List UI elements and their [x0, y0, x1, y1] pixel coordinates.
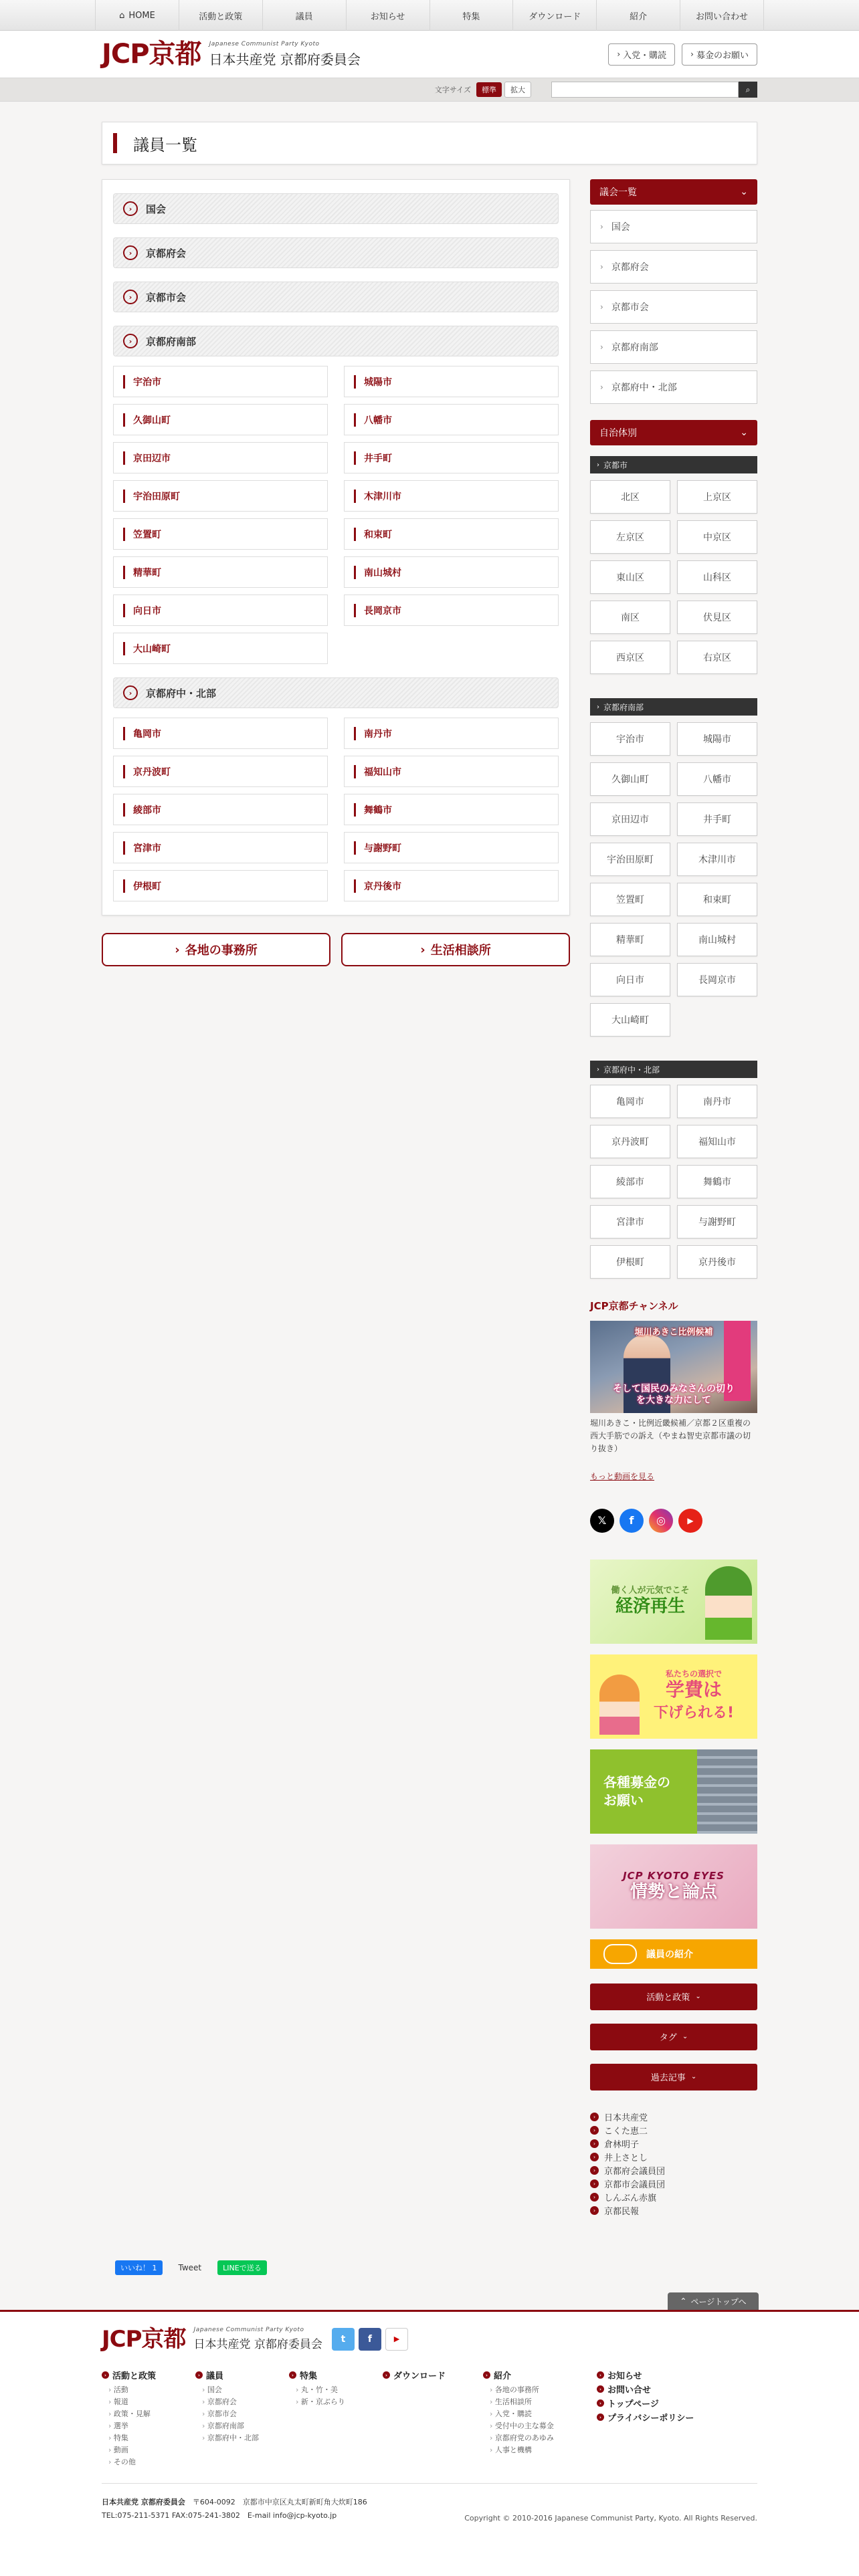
chevron-right-icon: › [597, 2399, 604, 2407]
chevron-right-icon: › [590, 2166, 599, 2175]
facebook-icon[interactable]: f [359, 2328, 381, 2351]
home-icon: ⌂ [119, 10, 125, 21]
footer-col-members: › 議員 › 国会 › 京都府会 › 京都市会 › 京都府南部 › 京都府中・北部 [195, 2369, 289, 2468]
municipality-link[interactable]: 城陽市 [344, 366, 559, 397]
municipality-link[interactable]: 南丹市 [344, 718, 559, 749]
municipality-link[interactable]: 久御山町 [113, 404, 328, 435]
video-caption-top: 堀川あきこ比例候補 [634, 1327, 713, 1337]
ward-link[interactable]: 西京区 [590, 641, 670, 674]
municipality-link[interactable]: 木津川市 [677, 843, 757, 876]
chevron-right-icon: › [123, 245, 138, 260]
municipality-link[interactable]: 京田辺市 [590, 802, 670, 836]
site-footer [0, 2310, 859, 2576]
assembly-list [590, 210, 757, 404]
page-top-button[interactable]: ⌃ ページトップへ [668, 2292, 759, 2310]
municipality-link[interactable]: 宇治田原町 [590, 843, 670, 876]
chevron-right-icon: › [590, 2139, 599, 2148]
north-municipality-grid [113, 718, 559, 901]
economy-banner[interactable]: 働く人が元気でこそ 経済再生 [590, 1560, 757, 1644]
ward-link[interactable]: 中京区 [677, 520, 757, 554]
municipality-link[interactable]: 京丹波町 [113, 756, 328, 787]
footer-link[interactable]: › 政策・見解 [102, 2408, 195, 2420]
donate-button[interactable]: › 募金のお願い [682, 43, 757, 66]
footer-link[interactable]: › 選挙 [102, 2420, 195, 2432]
chevron-down-icon: › [123, 685, 138, 700]
logo-mark: JCP京都 [102, 39, 201, 70]
share-bar [115, 2260, 267, 2275]
search-icon: ⌕ [745, 84, 751, 94]
font-size-large-button[interactable]: 拡大 [504, 82, 531, 98]
instagram-icon[interactable]: ◎ [649, 1509, 673, 1533]
footer-col-misc: › お知らせ › お問い合せ › トップページ › プライバシーポリシー [597, 2369, 731, 2468]
footer-link[interactable]: › 京都府会 [195, 2396, 289, 2408]
footer-link[interactable]: › 活動 [102, 2384, 195, 2396]
chevron-right-icon: › [195, 2371, 203, 2379]
page-title: 議員一覧 [133, 135, 197, 154]
municipality-link[interactable]: 京田辺市 [113, 442, 328, 473]
south-municipality-grid [113, 366, 559, 664]
chevron-right-icon: › [590, 2179, 599, 2188]
chevron-right-icon: › [289, 2371, 296, 2379]
site-logo[interactable] [102, 41, 361, 68]
chevron-right-icon: › [600, 383, 603, 392]
sidebar-item-south[interactable]: › 京都府南部 [590, 330, 757, 364]
footer-link[interactable]: › 動画 [102, 2444, 195, 2456]
footer-link[interactable]: › 特集 [102, 2432, 195, 2444]
category-south[interactable]: › 京都府南部 [113, 326, 559, 356]
municipality-link[interactable]: 亀岡市 [113, 718, 328, 749]
footer-link[interactable]: › 京都市会 [195, 2408, 289, 2420]
municipality-link[interactable]: 大山崎町 [113, 633, 328, 664]
link-item[interactable]: › 倉林明子 [590, 2137, 757, 2151]
youtube-icon[interactable]: ▶ [385, 2328, 408, 2351]
chevron-right-icon: › [590, 2206, 599, 2215]
municipality-link[interactable]: 和束町 [344, 518, 559, 550]
footer-link[interactable]: › 京都府南部 [195, 2420, 289, 2432]
municipality-link[interactable]: 和束町 [677, 883, 757, 916]
chevron-right-icon: › [600, 262, 603, 272]
more-videos-link[interactable]: もっと動画を見る [590, 1471, 655, 1481]
line-share-button[interactable]: LINEで送る [217, 2260, 267, 2275]
join-button[interactable]: › 入党・購読 [608, 43, 675, 66]
link-item[interactable]: › 井上さとし [590, 2151, 757, 2164]
footer-link[interactable]: › 京都府中・北部 [195, 2432, 289, 2444]
category-national-diet[interactable]: › 国会 [113, 193, 559, 224]
search-input[interactable] [551, 82, 739, 98]
logo-en: Japanese Communist Party Kyoto [209, 40, 320, 47]
municipality-toggle[interactable]: 自治体別 ⌄ [590, 420, 757, 445]
chevron-down-icon: ⌄ [740, 427, 748, 438]
ward-link[interactable]: 伏見区 [677, 601, 757, 634]
municipality-link[interactable]: 京丹後市 [344, 870, 559, 901]
south-heading: › 京都府南部 [590, 698, 757, 716]
donation-banner[interactable]: 各種募金の お願い [590, 1749, 757, 1834]
nav-news[interactable]: お知らせ [347, 0, 430, 31]
municipality-link[interactable]: 城陽市 [677, 722, 757, 756]
footer-logo-en: Japanese Communist Party Kyoto [193, 2327, 304, 2333]
municipality-link[interactable]: 綾部市 [590, 1165, 670, 1198]
link-item[interactable]: › 京都府会議員団 [590, 2164, 757, 2177]
sidebar-item-prefecture[interactable]: › 京都府会 [590, 250, 757, 284]
video-thumbnail[interactable] [590, 1321, 757, 1413]
footer-link[interactable]: › その他 [102, 2456, 195, 2468]
municipality-link[interactable]: 南丹市 [677, 1085, 757, 1118]
footer-address: 日本共産党 京都府委員会 〒604-0092 京都市中京区丸太町新町角大炊町186 TEL:075-211-5371 FAX:075-241-3802 E-mail info@jcp-kyoto.jp [102, 2498, 367, 2520]
footer-logo-ja: 日本共産党 京都府委員会 [193, 2338, 322, 2351]
municipality-link[interactable]: 井手町 [344, 442, 559, 473]
link-item[interactable]: › 日本共産党 [590, 2111, 757, 2124]
chevron-right-icon: › [597, 2385, 604, 2393]
municipality-link[interactable]: 福知山市 [677, 1125, 757, 1158]
chevron-down-icon: ⌄ [695, 1993, 701, 2001]
ward-link[interactable]: 右京区 [677, 641, 757, 674]
chevron-right-icon: › [597, 461, 599, 469]
facebook-icon[interactable]: f [619, 1509, 644, 1533]
municipality-link[interactable]: 八幡市 [344, 404, 559, 435]
ward-link[interactable]: 上京区 [677, 480, 757, 514]
ward-link[interactable]: 左京区 [590, 520, 670, 554]
chevron-right-icon: › [597, 2371, 604, 2379]
sns-icons [590, 1509, 757, 1533]
footer-link[interactable]: › 国会 [195, 2384, 289, 2396]
municipality-link[interactable]: 亀岡市 [590, 1085, 670, 1118]
link-item[interactable]: › しんぶん赤旗 [590, 2191, 757, 2204]
copyright: Copyright © 2010-2016 Japanese Communist Party, Kyoto. All Rights Reserved. [464, 2514, 757, 2523]
youtube-icon[interactable]: ▶ [678, 1509, 702, 1533]
municipality-link[interactable]: 向日市 [590, 963, 670, 996]
municipality-link[interactable]: 精華町 [113, 556, 328, 588]
municipality-link[interactable]: 笠置町 [590, 883, 670, 916]
nav-members[interactable]: 議員 [263, 0, 347, 31]
kyoto-city-heading: › 京都市 [590, 456, 757, 473]
main-content [102, 179, 570, 2218]
activity-dropdown[interactable]: 活動と政策 ⌄ [590, 1983, 757, 2010]
municipality-link[interactable]: 京丹波町 [590, 1125, 670, 1158]
site-header [0, 31, 859, 78]
chevron-right-icon: › [600, 302, 603, 312]
north-heading: › 京都府中・北部 [590, 1061, 757, 1078]
footer-link[interactable]: › 各地の事務所 [483, 2384, 597, 2396]
chevron-right-icon: › [590, 2126, 599, 2135]
kyoto-eyes-banner[interactable]: JCP KYOTO EYES 情勢と論点 [590, 1844, 757, 1929]
nav-home[interactable]: ⌂ HOME [96, 0, 179, 31]
chevron-right-icon: › [590, 2153, 599, 2161]
footer-link[interactable]: › 生活相談所 [483, 2396, 597, 2408]
consultation-button[interactable]: › 生活相談所 [341, 933, 570, 966]
sidebar [590, 179, 757, 2218]
north-grid [590, 1085, 757, 1279]
nav-download[interactable]: ダウンロード [513, 0, 597, 31]
category-city-assembly[interactable]: › 京都市会 [113, 282, 559, 312]
municipality-link[interactable]: 精華町 [590, 923, 670, 956]
kyoto-ward-grid [590, 480, 757, 674]
municipality-link[interactable]: 京丹後市 [677, 1245, 757, 1279]
top-nav [0, 0, 859, 31]
chevron-right-icon: › [690, 49, 694, 59]
footer-link[interactable]: › 人事と機構 [483, 2444, 597, 2456]
footer-col-download: › ダウンロード [383, 2369, 483, 2468]
ward-link[interactable]: 北区 [590, 480, 670, 514]
footer-col-feature: › 特集 › 丸・竹・美 › 新・京ぶらり [289, 2369, 383, 2468]
municipality-link[interactable]: 宇治田原町 [113, 480, 328, 512]
ward-link[interactable]: 山科区 [677, 560, 757, 594]
font-size-label: 文字サイズ [434, 86, 471, 94]
page-title-box [102, 122, 757, 165]
south-grid [590, 722, 757, 1037]
municipality-link[interactable]: 綾部市 [113, 794, 328, 825]
video-caption-bottom: そして国民のみなさんの切り を大きな力にして [613, 1384, 735, 1406]
municipality-link[interactable]: 宇治市 [113, 366, 328, 397]
municipality-link[interactable]: 宮津市 [590, 1205, 670, 1239]
category-north[interactable]: › 京都府中・北部 [113, 677, 559, 708]
archive-dropdown[interactable]: 過去記事 ⌄ [590, 2064, 757, 2090]
offices-button[interactable]: › 各地の事務所 [102, 933, 330, 966]
chevron-right-icon: › [600, 342, 603, 352]
footer-col-activity: › 活動と政策 › 活動 › 報道 › 政策・見解 › 選挙 › 特集 › 動画 › その他 [102, 2369, 195, 2468]
font-size-standard-button[interactable]: 標準 [476, 82, 502, 97]
search-button[interactable] [739, 82, 757, 98]
channel-title: JCP京都チャンネル [590, 1300, 678, 1312]
municipality-link[interactable]: 八幡市 [677, 762, 757, 796]
twitter-icon[interactable]: t [332, 2328, 355, 2351]
municipality-link[interactable]: 笠置町 [113, 518, 328, 550]
chevron-right-icon: › [383, 2371, 390, 2379]
municipality-link[interactable]: 与謝野町 [344, 832, 559, 863]
municipality-link[interactable]: 木津川市 [344, 480, 559, 512]
municipality-link[interactable]: 宇治市 [590, 722, 670, 756]
municipality-link[interactable]: 長岡京市 [344, 595, 559, 626]
link-item[interactable]: › 京都民報 [590, 2204, 757, 2218]
sidebar-item-city[interactable]: › 京都市会 [590, 290, 757, 324]
footer-link[interactable]: › 新・京ぶらり [289, 2396, 383, 2408]
nav-about[interactable]: 紹介 [597, 0, 680, 31]
video-description: 堀川あきこ・比例近畿候補／京都２区重複の西大手筋での訴え（やまね智史京都市議の切り抜き） [590, 1418, 751, 1454]
sidebar-item-north[interactable]: › 京都府中・北部 [590, 370, 757, 404]
footer-link[interactable]: › 報道 [102, 2396, 195, 2408]
chevron-down-icon: ⌄ [690, 2073, 697, 2081]
members-intro-banner[interactable]: 議員の紹介 [590, 1939, 757, 1969]
tag-dropdown[interactable]: タグ ⌄ [590, 2024, 757, 2050]
municipality-link[interactable]: 向日市 [113, 595, 328, 626]
ward-link[interactable]: 東山区 [590, 560, 670, 594]
logo-ja: 日本共産党 京都府委員会 [209, 51, 361, 68]
chevron-down-icon: ⌄ [740, 187, 748, 197]
chevron-right-icon: › [597, 1065, 599, 1073]
chevron-down-icon: › [123, 334, 138, 348]
nav-contact[interactable]: お問い合わせ [680, 0, 764, 31]
footer-nav [102, 2369, 757, 2468]
tuition-banner[interactable]: 私たちの選択で 学費は 下げられる! [590, 1654, 757, 1739]
municipality-link[interactable]: 舞鶴市 [677, 1165, 757, 1198]
chevron-right-icon: › [597, 2413, 604, 2421]
municipality-link[interactable]: 伊根町 [113, 870, 328, 901]
category-prefectural-assembly[interactable]: › 京都府会 [113, 237, 559, 268]
municipality-link[interactable]: 福知山市 [344, 756, 559, 787]
chevron-right-icon: › [483, 2371, 490, 2379]
municipality-link[interactable]: 南山城村 [677, 923, 757, 956]
nav-activity[interactable]: 活動と政策 [179, 0, 263, 31]
chevron-right-icon: › [420, 942, 425, 957]
municipality-link[interactable]: 与謝野町 [677, 1205, 757, 1239]
chevron-right-icon: › [597, 703, 599, 711]
chevron-down-icon: ⌄ [682, 2033, 688, 2041]
chevron-right-icon: › [617, 49, 621, 59]
chevron-right-icon: › [102, 2371, 109, 2379]
chevron-right-icon: › [590, 2193, 599, 2202]
municipality-link[interactable]: 井手町 [677, 802, 757, 836]
sidebar-item-diet[interactable]: › 国会 [590, 210, 757, 243]
nav-feature[interactable]: 特集 [430, 0, 514, 31]
municipality-link[interactable]: 久御山町 [590, 762, 670, 796]
municipality-link[interactable]: 舞鶴市 [344, 794, 559, 825]
footer-logo-mark: JCP京都 [102, 2325, 186, 2353]
facebook-like-button[interactable]: いいね！ 1 [115, 2260, 163, 2275]
toolbar [0, 78, 859, 102]
footer-logo[interactable] [102, 2327, 322, 2351]
municipality-link[interactable]: 宮津市 [113, 832, 328, 863]
link-item[interactable]: › 京都市会議員団 [590, 2177, 757, 2191]
municipality-link[interactable]: 大山崎町 [590, 1003, 670, 1037]
chevron-right-icon: › [590, 2113, 599, 2121]
chevron-right-icon: › [123, 290, 138, 304]
municipality-link[interactable]: 長岡京市 [677, 963, 757, 996]
footer-link[interactable]: › 京都府党のあゆみ [483, 2432, 597, 2444]
municipality-link[interactable]: 伊根町 [590, 1245, 670, 1279]
chevron-up-icon: ⌃ [680, 2296, 687, 2306]
x-icon[interactable]: 𝕏 [590, 1509, 614, 1533]
chevron-right-icon: › [600, 222, 603, 231]
link-item[interactable]: › こくた恵二 [590, 2124, 757, 2137]
assembly-list-toggle[interactable]: 議会一覧 ⌄ [590, 179, 757, 205]
chevron-right-icon: › [123, 201, 138, 216]
people-icon [603, 1944, 637, 1964]
members-panel [102, 179, 570, 916]
footer-link[interactable]: › 受付中の主な募金 [483, 2420, 597, 2432]
chevron-right-icon: › [175, 942, 180, 957]
footer-link[interactable]: › 入党・購読 [483, 2408, 597, 2420]
ward-link[interactable]: 南区 [590, 601, 670, 634]
footer-col-about: › 紹介 › 各地の事務所 › 生活相談所 › 入党・購読 › 受付中の主な募金 › 京都府党のあゆみ › 人事と機構 [483, 2369, 597, 2468]
municipality-link[interactable]: 南山城村 [344, 556, 559, 588]
external-links [590, 2111, 757, 2218]
footer-link[interactable]: › 丸・竹・美 [289, 2384, 383, 2396]
tweet-button[interactable]: Tweet [178, 2263, 202, 2272]
